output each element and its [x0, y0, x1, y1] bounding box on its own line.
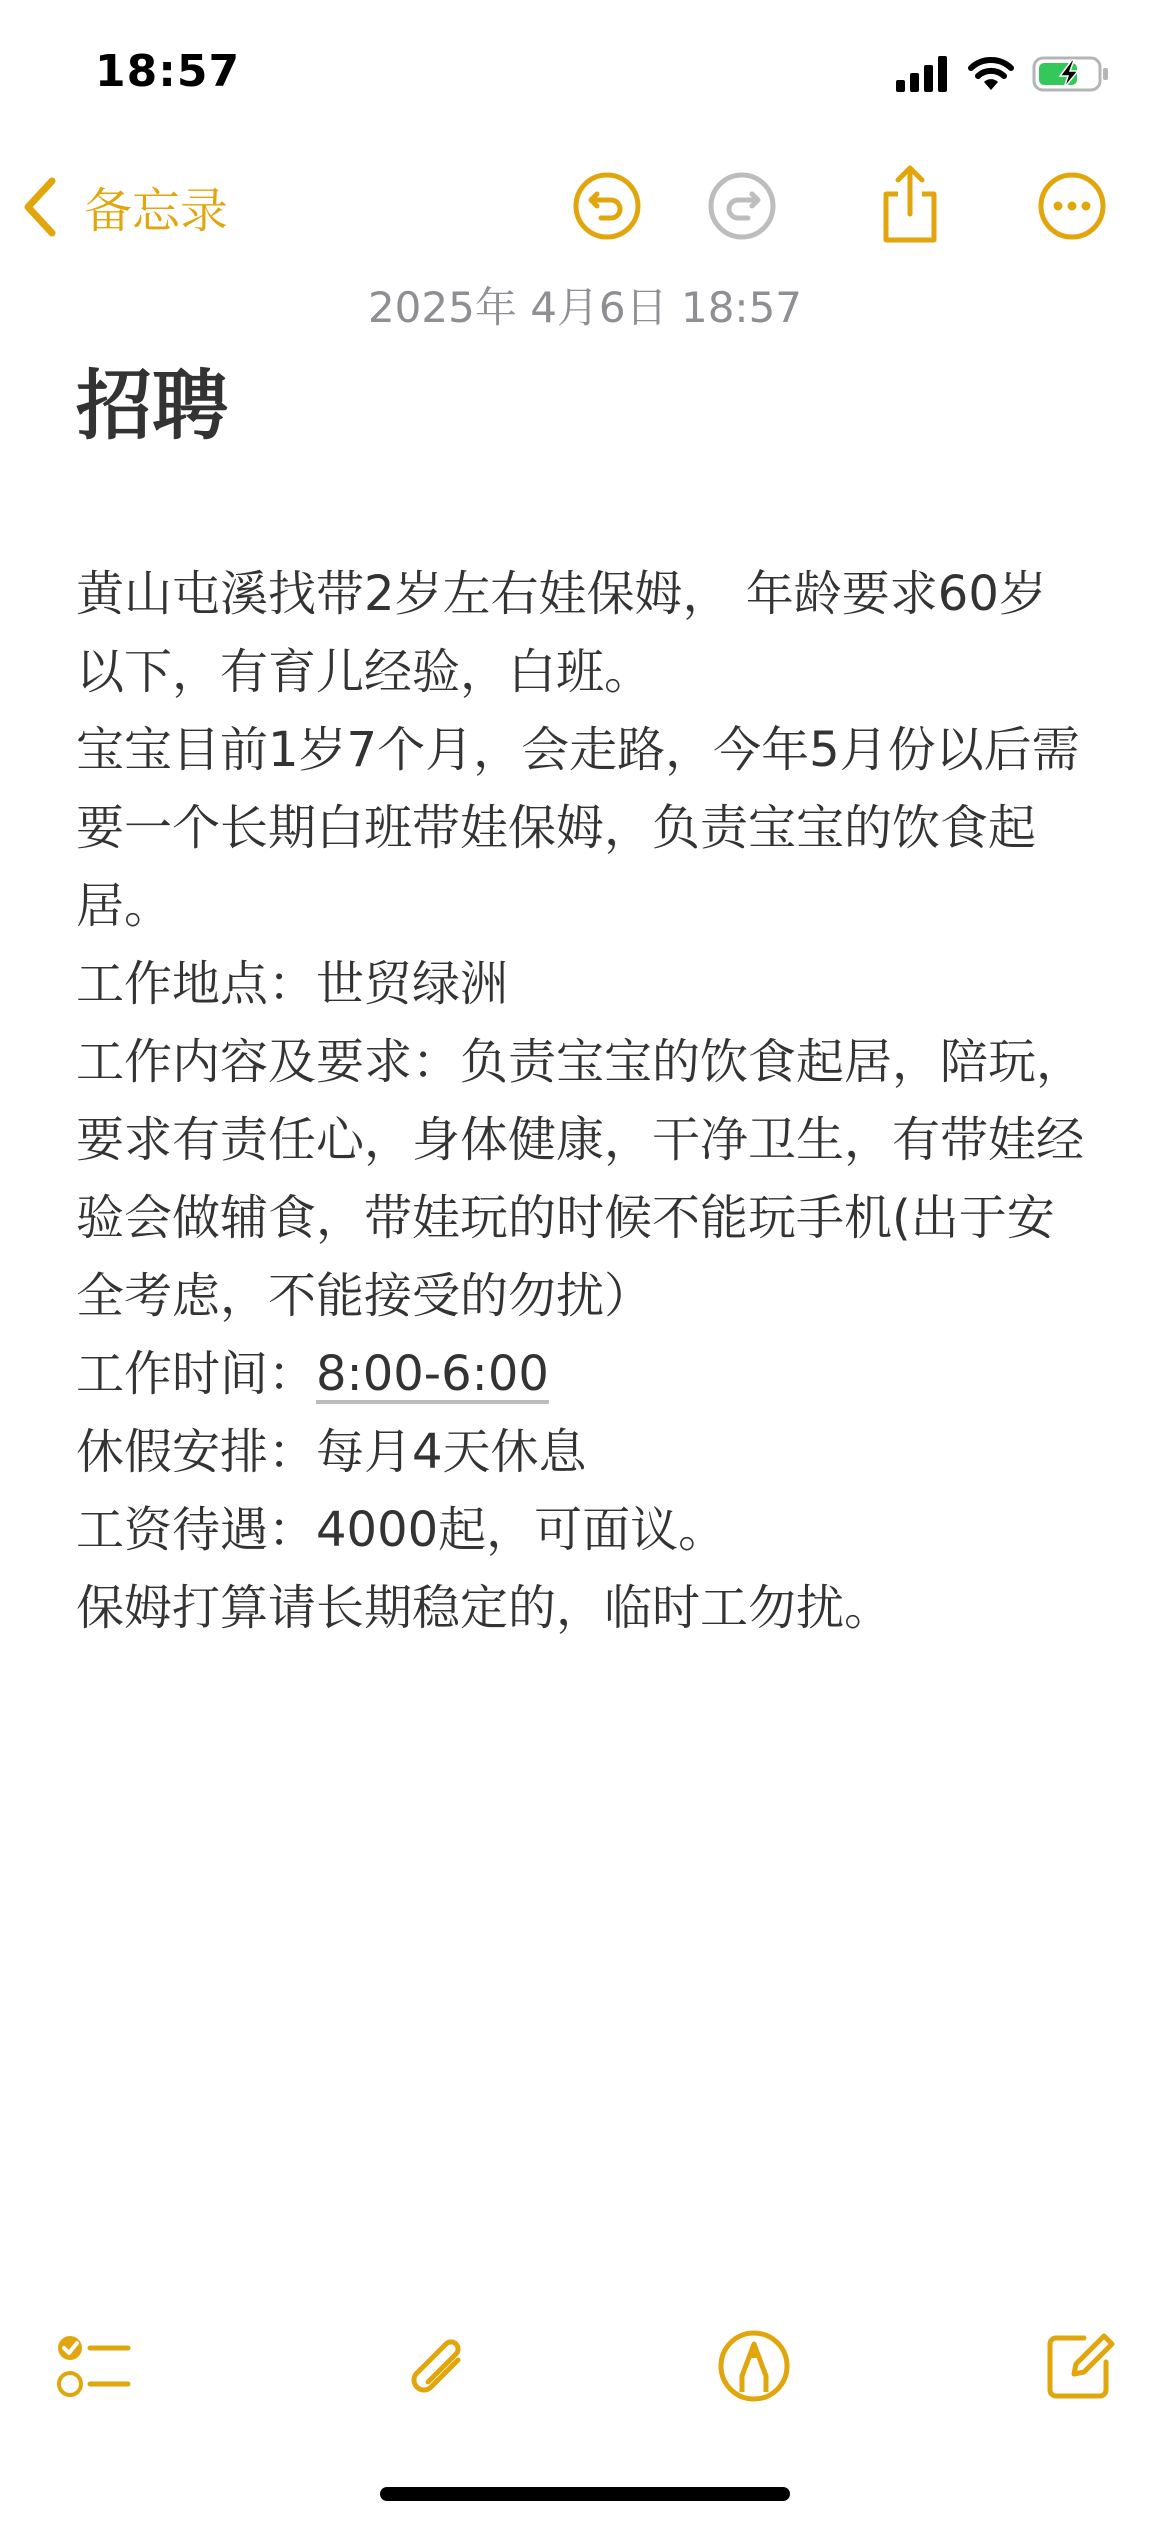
cellular-signal-icon [896, 56, 950, 92]
chevron-left-icon [22, 175, 58, 239]
work-time-label: 工作时间： [76, 1346, 317, 1402]
compose-button[interactable] [1038, 2324, 1122, 2408]
paperclip-icon [392, 2324, 476, 2408]
back-label: 备忘录 [84, 183, 229, 239]
note-paragraph: 工作内容及要求：负责宝宝的饮食起居，陪玩，要求有责任心，身体健康，干净卫生，有带娃经验会做辅食，带娃玩的时候不能玩手机(出于安全考虑，不能接受的勿扰） [76, 1034, 1085, 1324]
note-date: 2025年 4月6日 18:57 [367, 283, 803, 332]
share-button[interactable] [874, 164, 946, 244]
home-indicator[interactable] [380, 2487, 790, 2501]
status-time: 18:57 [95, 46, 241, 97]
status-bar [0, 0, 1170, 140]
note-body[interactable] [76, 555, 1086, 1647]
note-paragraph: 休假安排：每月4天休息 [76, 1424, 587, 1480]
share-icon [874, 164, 946, 244]
note-paragraph: 工作地点：世贸绿洲 [76, 956, 509, 1012]
markup-pen-icon [712, 2324, 796, 2408]
back-button[interactable] [22, 172, 228, 241]
undo-icon [571, 170, 643, 242]
navigation-bar [0, 160, 1170, 250]
bottom-toolbar [0, 2310, 1170, 2420]
redo-button[interactable] [706, 170, 778, 242]
work-time-line [76, 1335, 1086, 1413]
markup-button[interactable] [712, 2324, 796, 2408]
note-title[interactable]: 招聘 [76, 361, 228, 450]
redo-icon [706, 170, 778, 242]
attach-button[interactable] [392, 2324, 476, 2408]
note-paragraph: 黄山屯溪找带2岁左右娃保姆， 年龄要求60岁以下，有育儿经验，白班。 [76, 566, 1047, 700]
wifi-icon [966, 56, 1016, 92]
note-paragraph: 工资待遇：4000起，可面议。 [76, 1502, 727, 1558]
work-time-link[interactable]: 8:00-6:00 [316, 1346, 549, 1402]
battery-charging-icon [1032, 54, 1110, 94]
note-paragraph: 宝宝目前1岁7个月，会走路，今年5月份以后需要一个长期白班带娃保姆，负责宝宝的饮食起居。 [76, 722, 1080, 934]
checklist-icon [54, 2324, 138, 2408]
more-icon [1036, 170, 1108, 242]
undo-button[interactable] [571, 170, 643, 242]
more-button[interactable] [1036, 170, 1108, 242]
status-icons [896, 54, 1110, 94]
compose-icon [1038, 2324, 1122, 2408]
checklist-button[interactable] [54, 2324, 138, 2408]
note-paragraph: 保姆打算请长期稳定的，临时工勿扰。 [76, 1580, 893, 1636]
